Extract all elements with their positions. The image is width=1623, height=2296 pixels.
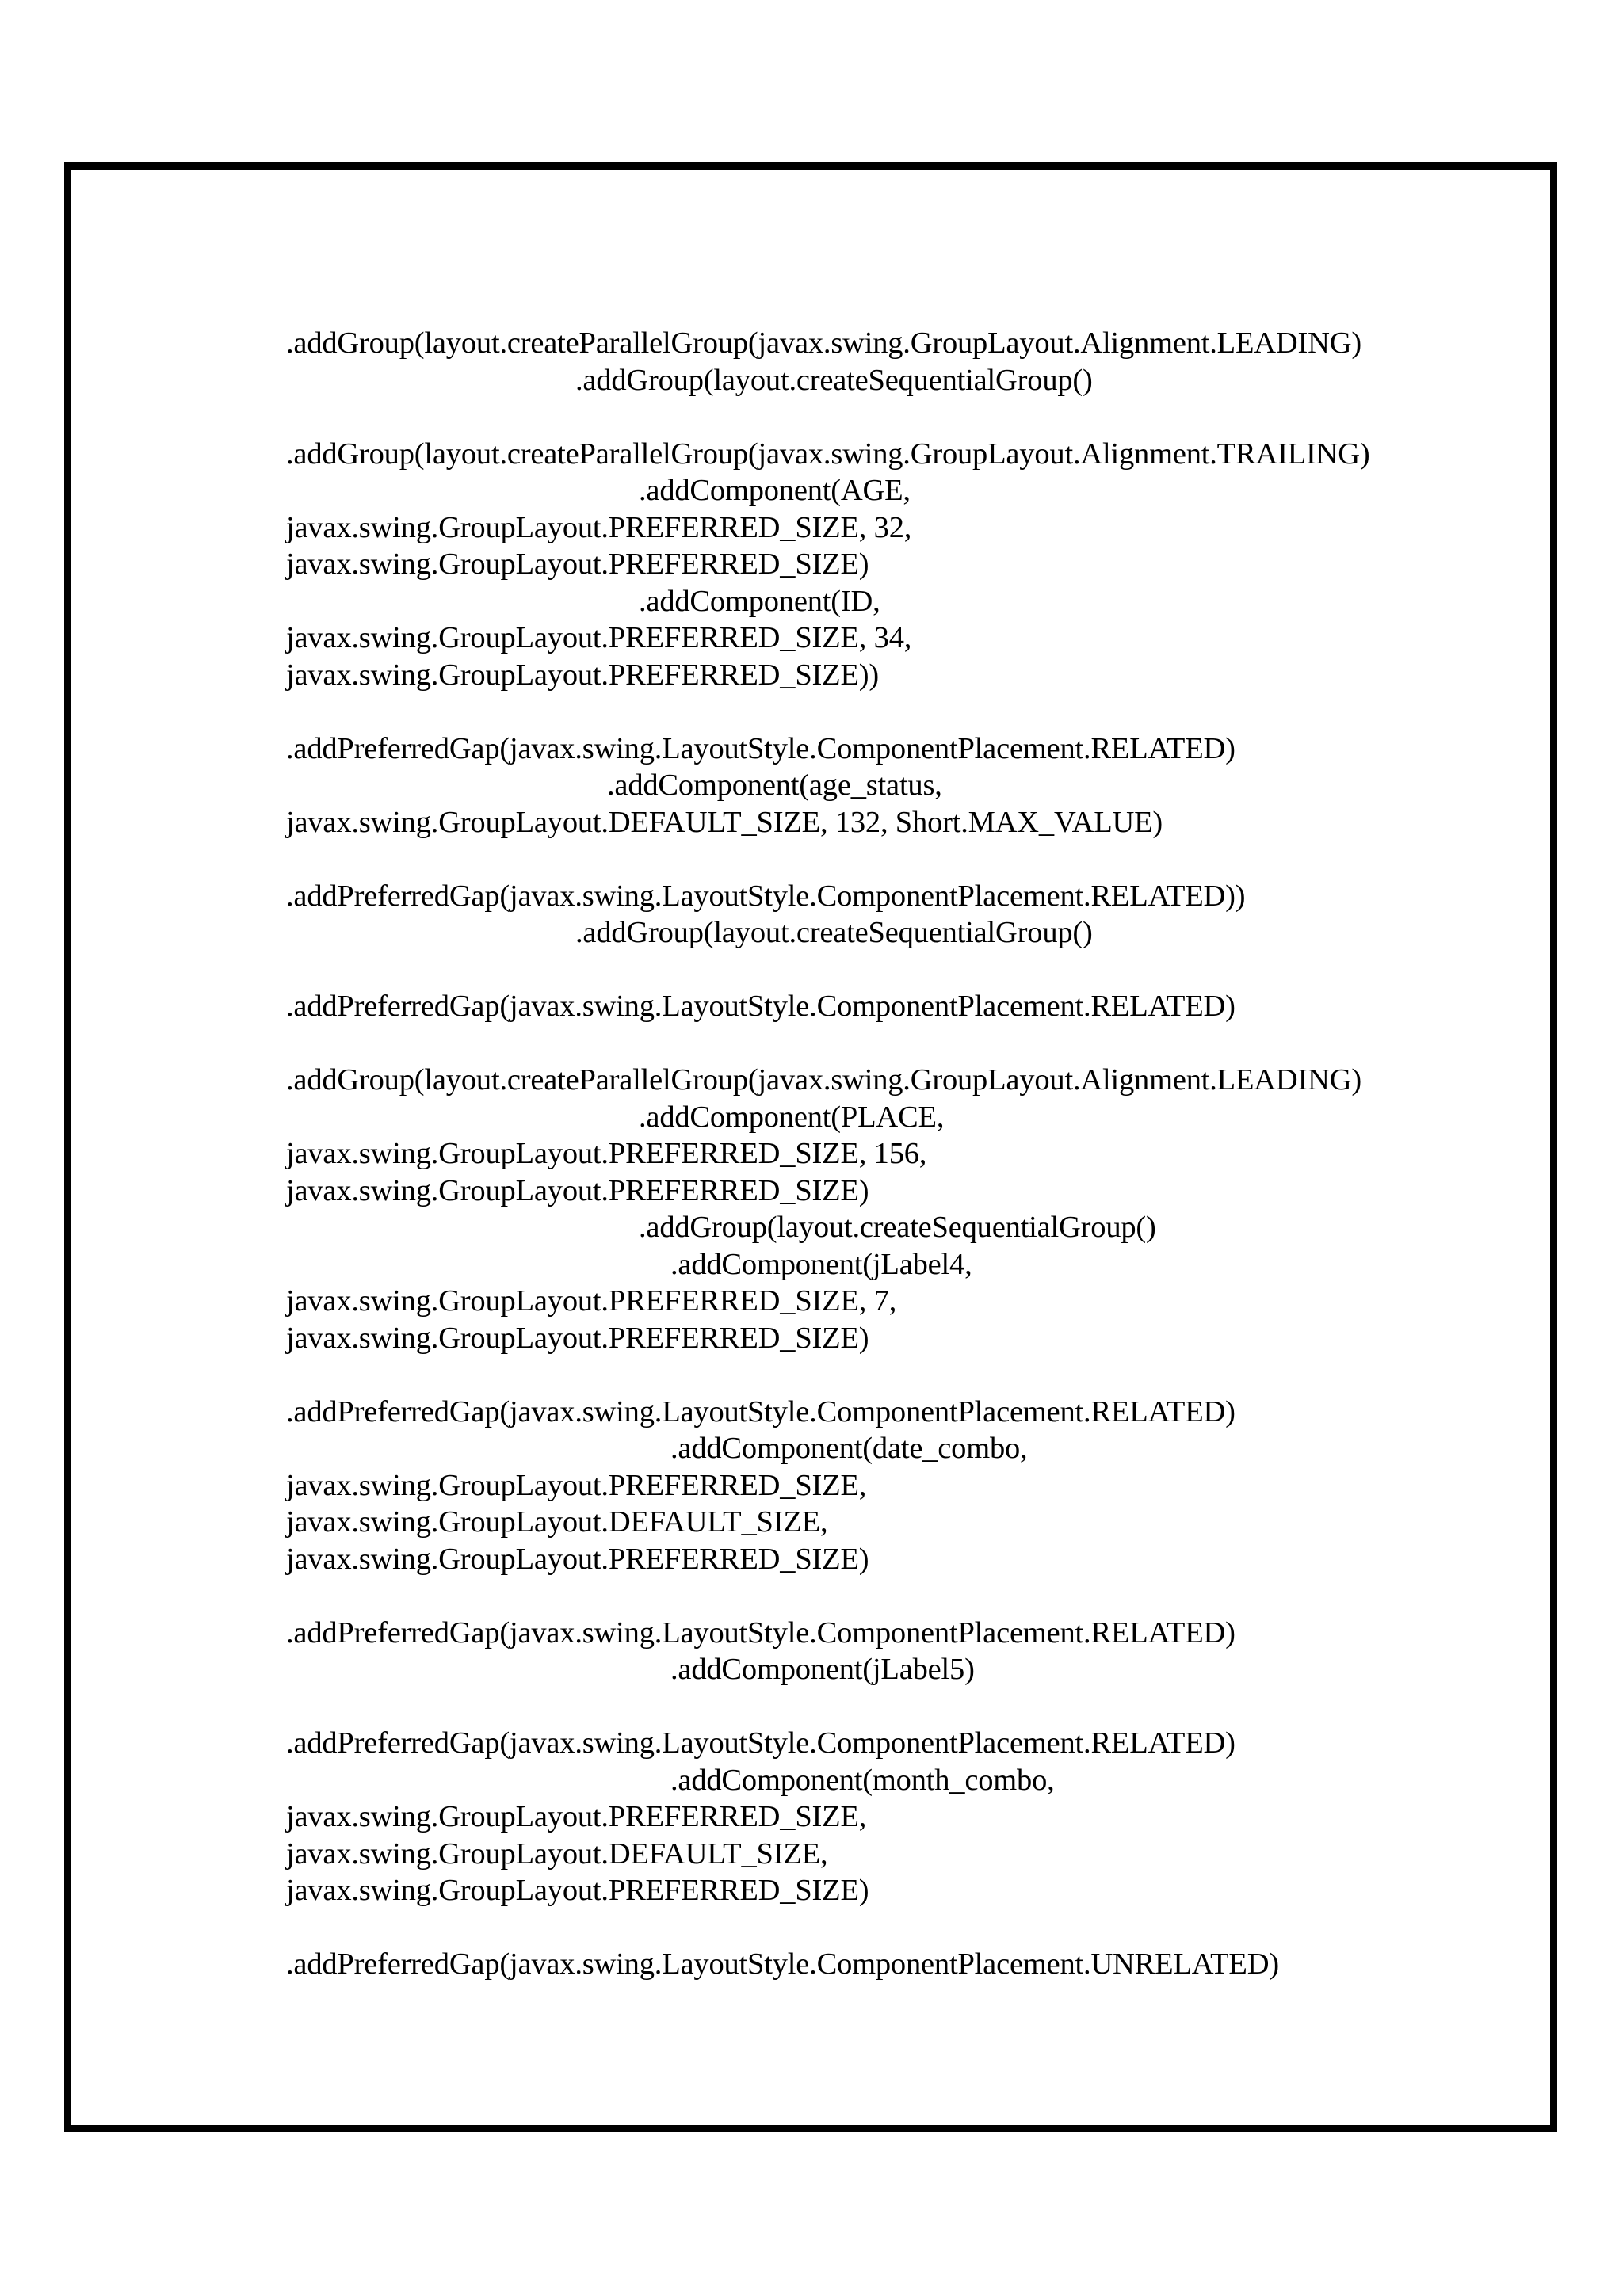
- code-line: .addComponent(PLACE,: [639, 1100, 945, 1134]
- code-line: javax.swing.GroupLayout.DEFAULT_SIZE,: [286, 1505, 828, 1539]
- code-line: .addPreferredGap(javax.swing.LayoutStyle.ComponentPlacement.RELATED): [286, 990, 1235, 1023]
- code-line: .addGroup(layout.createSequentialGroup(): [575, 363, 1093, 397]
- code-line: .addGroup(layout.createParallelGroup(javax.swing.GroupLayout.Alignment.TRAILING): [286, 437, 1370, 471]
- blank-line: [286, 1688, 1522, 1726]
- code-line: javax.swing.GroupLayout.PREFERRED_SIZE): [286, 1321, 869, 1355]
- code-line: javax.swing.GroupLayout.PREFERRED_SIZE,: [286, 1468, 867, 1502]
- code-line: .addPreferredGap(javax.swing.LayoutStyle.ComponentPlacement.RELATED): [286, 1615, 1235, 1650]
- code-line: .addGroup(layout.createParallelGroup(javax.swing.GroupLayout.Alignment.LEADING): [286, 326, 1361, 360]
- blank-line: [286, 1356, 1522, 1394]
- code-line: javax.swing.GroupLayout.DEFAULT_SIZE,: [286, 1836, 828, 1871]
- code-line: .addGroup(layout.createParallelGroup(javax.swing.GroupLayout.Alignment.LEADING): [286, 1063, 1361, 1097]
- code-line: .addPreferredGap(javax.swing.LayoutStyle.ComponentPlacement.RELATED): [286, 1394, 1235, 1428]
- code-line: javax.swing.GroupLayout.PREFERRED_SIZE, 156,: [286, 1137, 927, 1170]
- code-line: .addComponent(jLabel4,: [670, 1247, 972, 1281]
- code-line: .addComponent(date_combo,: [670, 1432, 1028, 1465]
- blank-line: [286, 952, 1522, 989]
- code-line: .addPreferredGap(javax.swing.LayoutStyle.ComponentPlacement.RELATED): [286, 1726, 1235, 1760]
- code-line: .addComponent(jLabel5): [670, 1653, 975, 1686]
- code-listing: [286, 325, 1522, 1983]
- code-line: .addComponent(ID,: [639, 584, 880, 618]
- blank-line: [286, 399, 1522, 436]
- blank-line: [286, 1909, 1522, 1947]
- code-line: javax.swing.GroupLayout.PREFERRED_SIZE, 32,: [286, 510, 912, 544]
- blank-line: [286, 1025, 1522, 1062]
- code-line: .addComponent(age_status,: [607, 769, 942, 802]
- code-line: .addPreferredGap(javax.swing.LayoutStyle.ComponentPlacement.UNRELATED): [286, 1947, 1279, 1981]
- code-line: javax.swing.GroupLayout.PREFERRED_SIZE): [286, 1173, 869, 1207]
- blank-line: [286, 693, 1522, 730]
- code-line: javax.swing.GroupLayout.PREFERRED_SIZE): [286, 1874, 869, 1907]
- code-line: .addPreferredGap(javax.swing.LayoutStyle.ComponentPlacement.RELATED)): [286, 879, 1246, 913]
- code-line: javax.swing.GroupLayout.PREFERRED_SIZE): [286, 1542, 869, 1576]
- code-line: javax.swing.GroupLayout.PREFERRED_SIZE,: [286, 1800, 867, 1833]
- code-line: .addComponent(month_combo,: [670, 1763, 1055, 1797]
- code-line: javax.swing.GroupLayout.PREFERRED_SIZE): [286, 547, 869, 581]
- code-line: .addComponent(AGE,: [639, 474, 911, 507]
- code-line: javax.swing.GroupLayout.PREFERRED_SIZE)): [286, 658, 880, 692]
- blank-line: [286, 1577, 1522, 1615]
- code-line: javax.swing.GroupLayout.PREFERRED_SIZE, 7,: [286, 1284, 897, 1318]
- code-line: .addGroup(layout.createSequentialGroup(): [575, 916, 1093, 949]
- code-line: javax.swing.GroupLayout.DEFAULT_SIZE, 132, Short.MAX_VALUE): [286, 805, 1163, 839]
- code-line: javax.swing.GroupLayout.PREFERRED_SIZE, 34,: [286, 621, 912, 654]
- code-line: .addGroup(layout.createSequentialGroup(): [639, 1211, 1156, 1244]
- code-line: .addPreferredGap(javax.swing.LayoutStyle.ComponentPlacement.RELATED): [286, 731, 1235, 765]
- blank-line: [286, 841, 1522, 878]
